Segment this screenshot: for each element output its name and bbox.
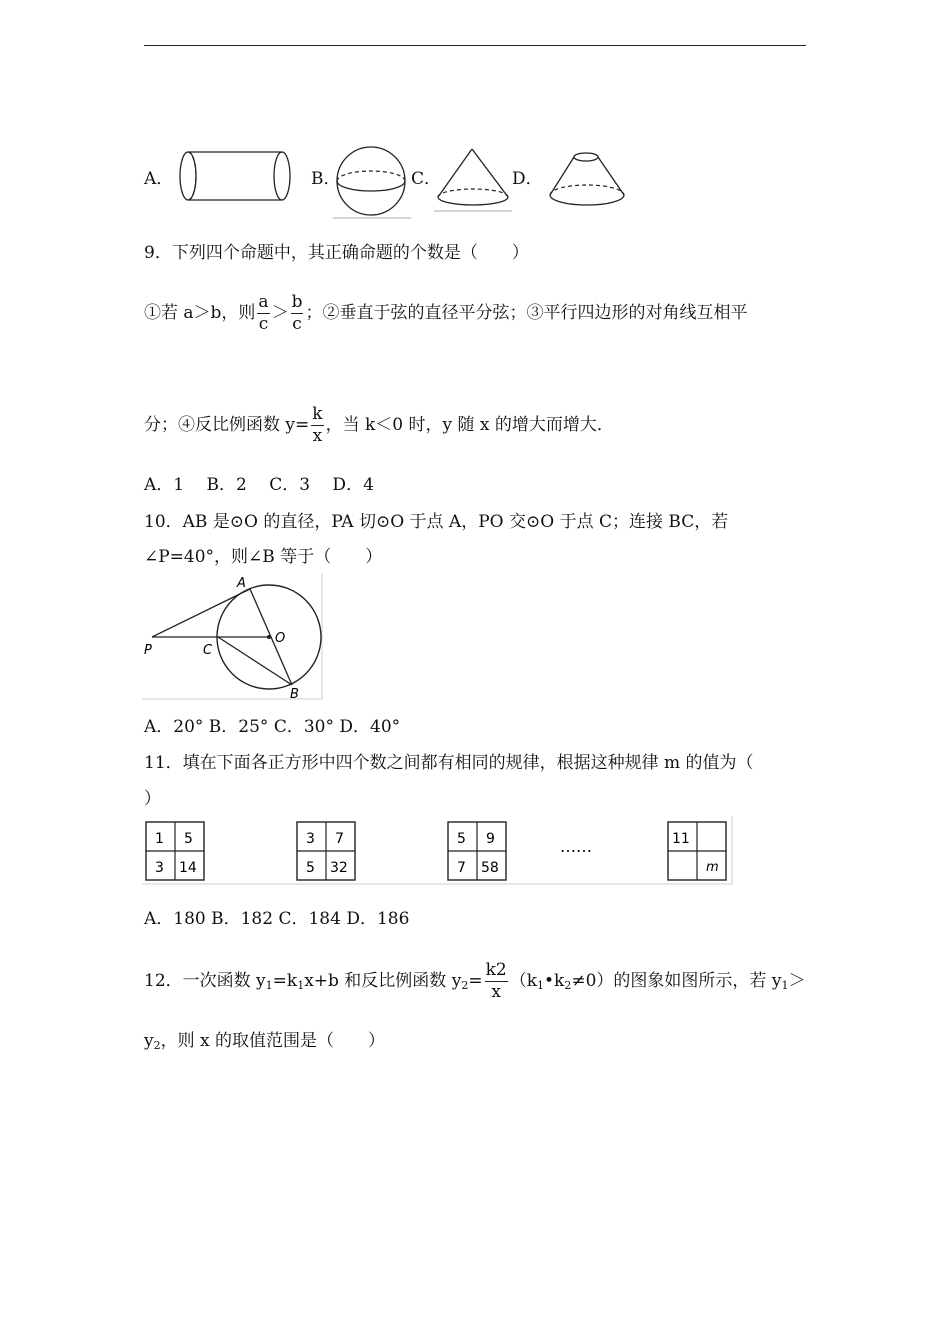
q12-text: x+b 和反比例函数 y: [304, 971, 462, 991]
grid-cell: 3: [306, 831, 315, 847]
q12-text: ＞: [788, 971, 806, 991]
greater-than-sign: ＞: [271, 303, 289, 323]
q9-line1: [144, 294, 747, 333]
option-c-label: C．: [411, 169, 442, 189]
subscript: 1: [537, 979, 545, 992]
grid-cell-m: m: [706, 860, 719, 875]
option-d-label: D．: [512, 169, 543, 189]
q9-line2-suffix: ，当 k＜0 时，y 随 x 的增大而增大．: [325, 415, 614, 435]
point-p-label: P: [144, 643, 152, 658]
fraction-numerator: [485, 962, 508, 982]
subscript: 1: [297, 979, 305, 992]
grid-cell: 5: [184, 831, 193, 847]
frustum-figure: [546, 147, 630, 211]
grid-3: [448, 822, 506, 880]
subscript: 1: [265, 979, 273, 992]
fraction-numerator: a: [258, 292, 269, 312]
grid-cell: 7: [335, 831, 344, 847]
q12-text: =k: [272, 971, 298, 991]
q12-text: ，则 x 的取值范围是（ ）: [160, 1031, 386, 1051]
fraction-denominator: x: [491, 982, 501, 1002]
grid-cell: 7: [457, 860, 466, 876]
q12-text: （k: [509, 971, 538, 991]
q9-line2: [144, 406, 614, 445]
grid-cell: 9: [486, 831, 495, 847]
numerator-subscript: 2: [495, 960, 507, 980]
option-a-label: A．: [144, 169, 174, 189]
cylinder-figure: [176, 148, 296, 204]
q9-stem: 9．下列四个命题中，其正确命题的个数是（ ）: [144, 243, 529, 263]
q12-text: =: [468, 971, 483, 991]
q11-stem-line1: 11．填在下面各正方形中四个数之间都有相同的规律，根据这种规律 m 的值为（: [144, 753, 754, 773]
fraction-denominator: c: [292, 314, 302, 334]
grid-cell: 3: [155, 860, 164, 876]
grid-cell: 1: [155, 831, 164, 847]
grid-cell: 58: [481, 860, 499, 876]
subscript: 2: [153, 1039, 161, 1052]
fraction-k2-over-x: [485, 962, 508, 1001]
numerator-k: k: [485, 960, 496, 980]
grid-4: [668, 822, 726, 880]
point-a-label: A: [237, 576, 246, 591]
q9-line2-prefix: 分；④反比例函数 y=: [144, 415, 310, 435]
subscript: 1: [781, 979, 789, 992]
subscript: 2: [461, 979, 469, 992]
subscript: 2: [564, 979, 572, 992]
fraction-k-over-x: [311, 406, 323, 445]
grid-cell: 5: [457, 831, 466, 847]
cone-figure: [434, 145, 514, 213]
q10-stem-line1: 10．AB 是⊙O 的直径，PA 切⊙O 于点 A，PO 交⊙O 于点 C；连接 BC，若: [144, 512, 729, 532]
fraction-denominator: c: [258, 314, 269, 334]
fraction-b-over-c: [291, 294, 304, 333]
grid-cell: 14: [179, 860, 197, 876]
number-grids-figure: [142, 816, 734, 886]
grid-cell: 5: [306, 860, 315, 876]
ellipsis-dots: ……: [560, 837, 592, 856]
tangent-circle-figure: [142, 573, 324, 701]
q11-choices: A．180 B．182 C．184 D．186: [144, 909, 410, 929]
grid-cell: 11: [672, 831, 690, 847]
q12-line1: [144, 962, 805, 1001]
point-c-label: C: [203, 643, 213, 658]
q12-text: 12．一次函数 y: [144, 971, 266, 991]
q9-choices: A．1 B．2 C．3 D．4: [144, 475, 374, 495]
grid-cell: 32: [330, 860, 348, 876]
q10-stem-line2: ∠P=40°，则∠B 等于（ ）: [144, 547, 383, 567]
q9-line1-prefix: ①若 a＞b，则: [144, 303, 256, 323]
grid-2: [297, 822, 355, 880]
point-b-label: B: [290, 687, 299, 701]
sphere-figure: [333, 143, 413, 221]
fraction-a-over-c: [257, 294, 269, 333]
q11-stem-line2: ）: [144, 789, 161, 809]
q12-text: y: [144, 1031, 154, 1051]
q12-text: ≠0）的图象如图所示，若 y: [571, 971, 782, 991]
fraction-numerator: b: [291, 292, 303, 312]
fraction-denominator: x: [312, 426, 323, 446]
grid-1: [146, 822, 204, 880]
q12-line2: [144, 1026, 385, 1052]
header-rule: [144, 45, 806, 46]
point-o-label: O: [275, 631, 286, 646]
q10-choices: A．20° B．25° C．30° D．40°: [144, 717, 401, 737]
q12-text: •k: [544, 971, 565, 991]
q9-line1-suffix: ；②垂直于弦的直径平分弦；③平行四边形的对角线互相平: [305, 303, 748, 323]
fraction-numerator: k: [312, 404, 323, 424]
option-b-label: B．: [311, 169, 341, 189]
